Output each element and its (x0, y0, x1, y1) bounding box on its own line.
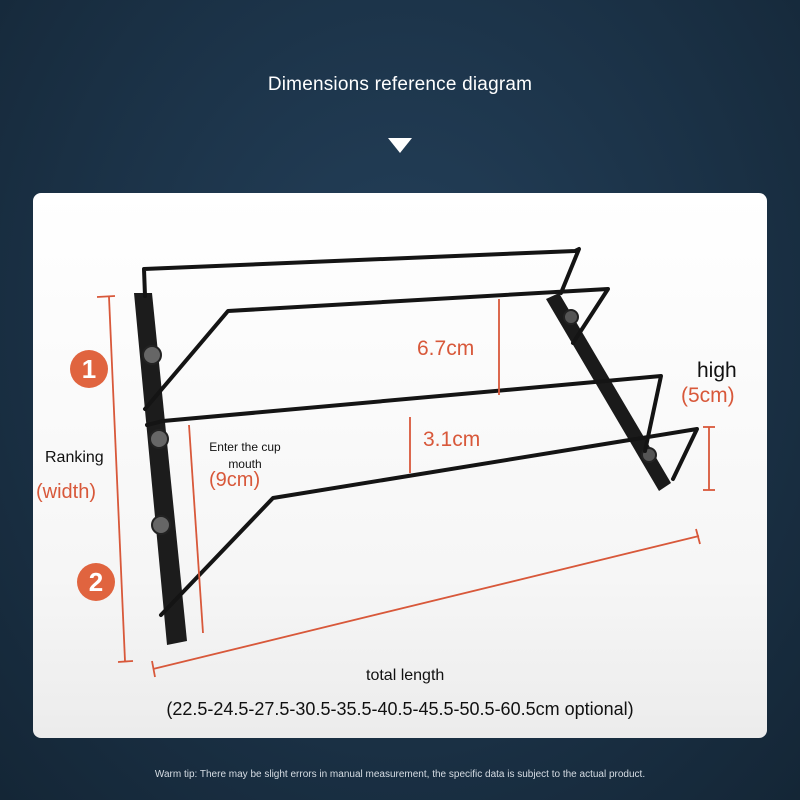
cup-mouth-value-label: (9cm) (209, 469, 261, 491)
front-mounting-bar (134, 293, 187, 645)
high-value-label: (5cm) (681, 384, 735, 407)
ranking-label: Ranking (45, 449, 104, 466)
length-options-label: (22.5-24.5-27.5-30.5-35.5-40.5-45.5-50.5-60.5cm optional) (166, 699, 634, 719)
total-length-label: total length (366, 667, 445, 684)
page-title: Dimensions reference diagram (267, 74, 533, 95)
row-2-badge: 2 (77, 563, 115, 601)
cup-mouth-label: Enter the cup mouth (209, 440, 281, 471)
ranking-sub-label: (width) (36, 481, 97, 503)
diagram-panel (33, 193, 767, 738)
height-bottom-label: 3.1cm (423, 428, 481, 451)
rack-illustration (33, 193, 767, 738)
row-1-badge: 1 (70, 350, 108, 388)
high-label: high (697, 359, 737, 382)
wire-rails (144, 249, 697, 615)
warm-tip-footer: Warm tip: There may be slight errors in manual measurement, the specific data is subject to the actual product. (154, 769, 646, 780)
height-top-label: 6.7cm (417, 337, 475, 360)
down-arrow-icon (388, 138, 412, 153)
back-mounting-bar (546, 293, 671, 491)
